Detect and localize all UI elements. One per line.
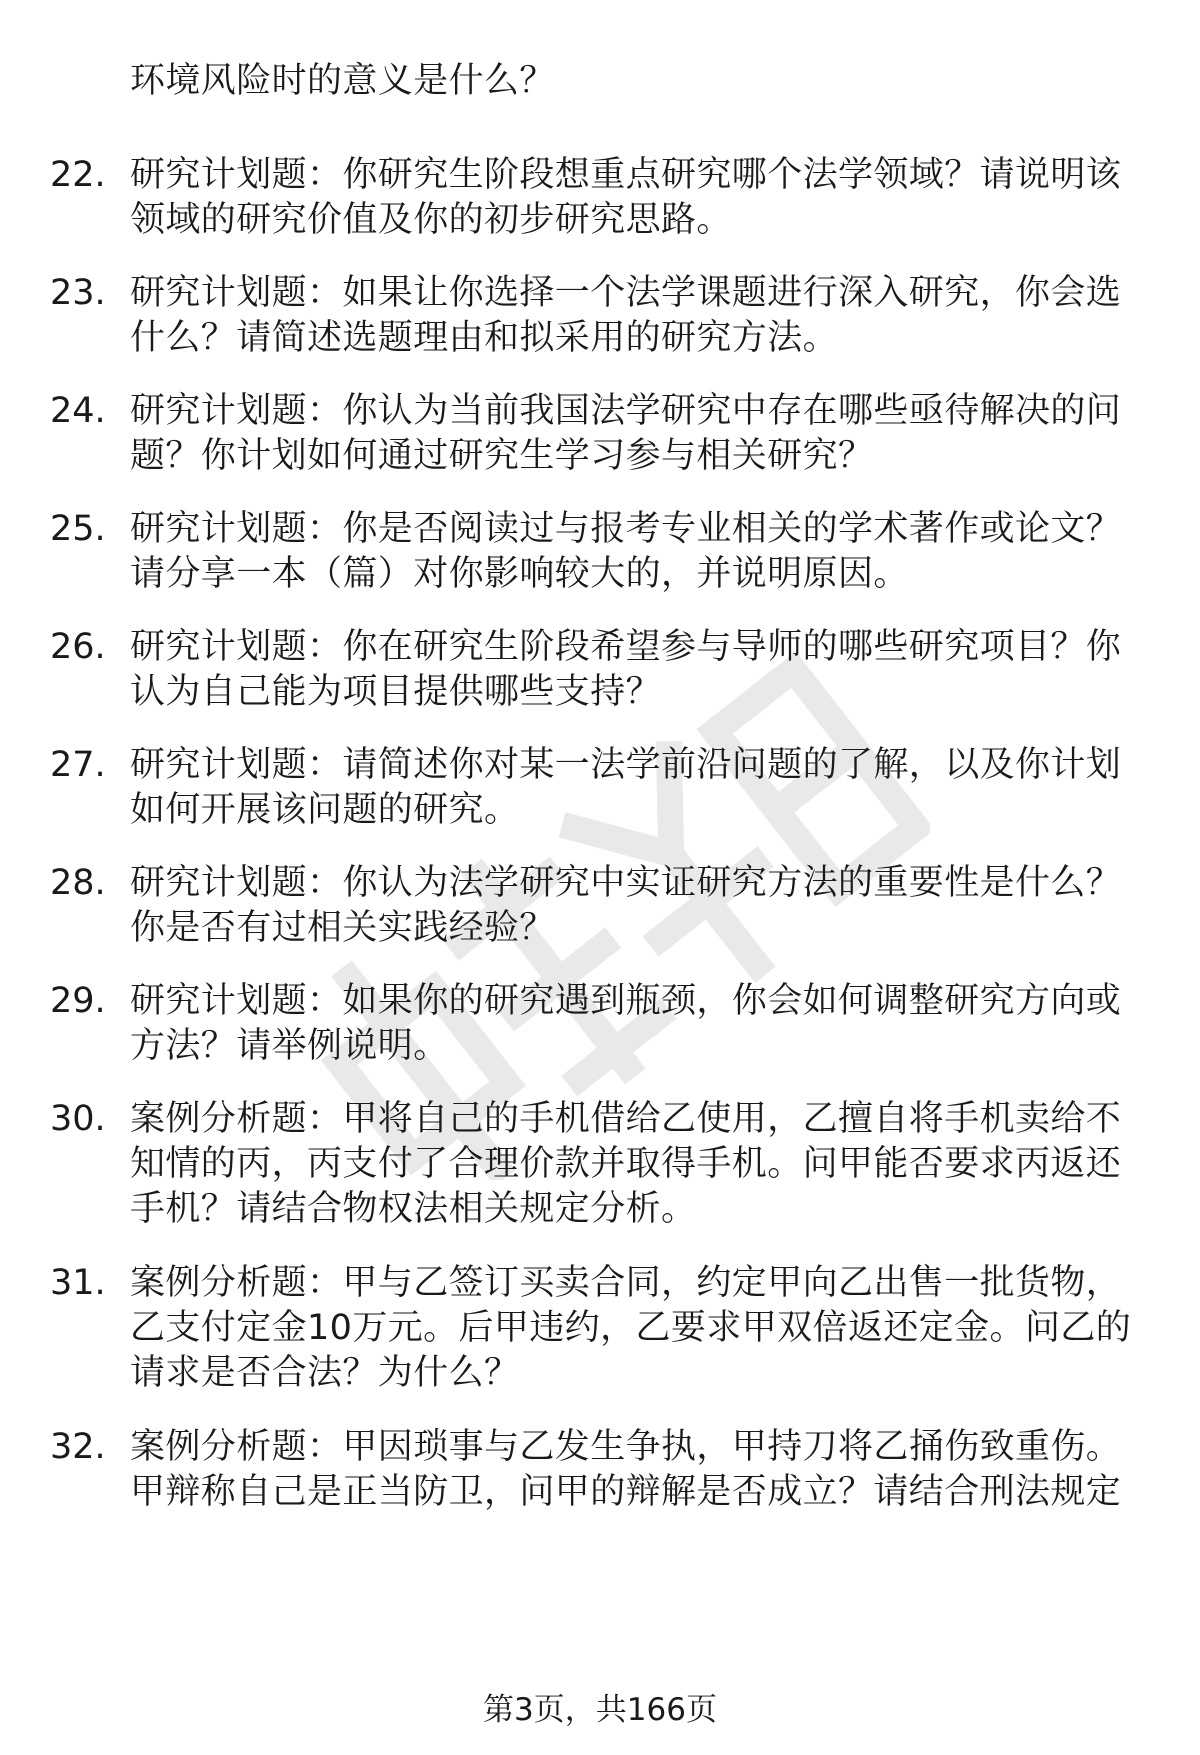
question-text-line: 研究计划题：请简述你对某一法学前沿问题的了解，以及你计划: [130, 745, 1122, 785]
question-number: 28.: [50, 863, 106, 903]
question-text-line: 研究计划题：你在研究生阶段希望参与导师的哪些研究项目？你: [130, 627, 1122, 667]
question-text-line: 方法？请举例说明。: [130, 1026, 449, 1066]
question-number: 23.: [50, 273, 106, 313]
page-footer: 第3页，共166页: [483, 1692, 717, 1728]
question-text-line: 甲辩称自己是正当防卫，问甲的辩解是否成立？请结合刑法规定: [130, 1472, 1122, 1512]
question-text-line: 题？你计划如何通过研究生学习参与相关研究？: [130, 436, 874, 476]
question-number: 27.: [50, 745, 106, 785]
question-number: 24.: [50, 391, 106, 431]
question-number: 22.: [50, 155, 106, 195]
question-number: 30.: [50, 1099, 106, 1139]
question-text-line: 请求是否合法？为什么？: [130, 1353, 520, 1393]
question-text-line: 研究计划题：你认为当前我国法学研究中存在哪些亟待解决的问: [130, 391, 1122, 431]
question-text-line: 研究计划题：如果你的研究遇到瓶颈，你会如何调整研究方向或: [130, 981, 1122, 1021]
continuation-line: 环境风险时的意义是什么？: [130, 61, 555, 101]
question-text-line: 什么？请简述选题理由和拟采用的研究方法。: [130, 318, 839, 358]
question-text-line: 研究计划题：你认为法学研究中实证研究方法的重要性是什么？: [130, 863, 1122, 903]
question-number: 31.: [50, 1263, 106, 1303]
question-text-line: 你是否有过相关实践经验？: [130, 908, 555, 948]
question-number: 26.: [50, 627, 106, 667]
question-text-line: 如何开展该问题的研究。: [130, 790, 520, 830]
question-text-line: 请分享一本（篇）对你影响较大的，并说明原因。: [130, 554, 909, 594]
question-text-line: 手机？请结合物权法相关规定分析。: [130, 1189, 697, 1229]
question-text-line: 案例分析题：甲与乙签订买卖合同，约定甲向乙出售一批货物，: [130, 1263, 1122, 1303]
question-text-line: 研究计划题：如果让你选择一个法学课题进行深入研究，你会选: [130, 273, 1122, 313]
question-text-line: 认为自己能为项目提供哪些支持？: [130, 672, 662, 712]
question-number: 32.: [50, 1427, 106, 1467]
question-text-line: 案例分析题：甲将自己的手机借给乙使用，乙擅自将手机卖给不: [130, 1099, 1122, 1139]
question-text-line: 领域的研究价值及你的初步研究思路。: [130, 200, 732, 240]
question-number: 29.: [50, 981, 106, 1021]
question-number: 25.: [50, 509, 106, 549]
question-text-line: 研究计划题：你研究生阶段想重点研究哪个法学领域？请说明该: [130, 155, 1122, 195]
question-text-line: 乙支付定金10万元。后甲违约，乙要求甲双倍返还定金。问乙的: [130, 1308, 1132, 1348]
question-text-line: 研究计划题：你是否阅读过与报考专业相关的学术著作或论文？: [130, 509, 1122, 549]
question-text-line: 案例分析题：甲因琐事与乙发生争执，甲持刀将乙捅伤致重伤。: [130, 1427, 1122, 1467]
question-text-line: 知情的丙，丙支付了合理价款并取得手机。问甲能否要求丙返还: [130, 1144, 1122, 1184]
